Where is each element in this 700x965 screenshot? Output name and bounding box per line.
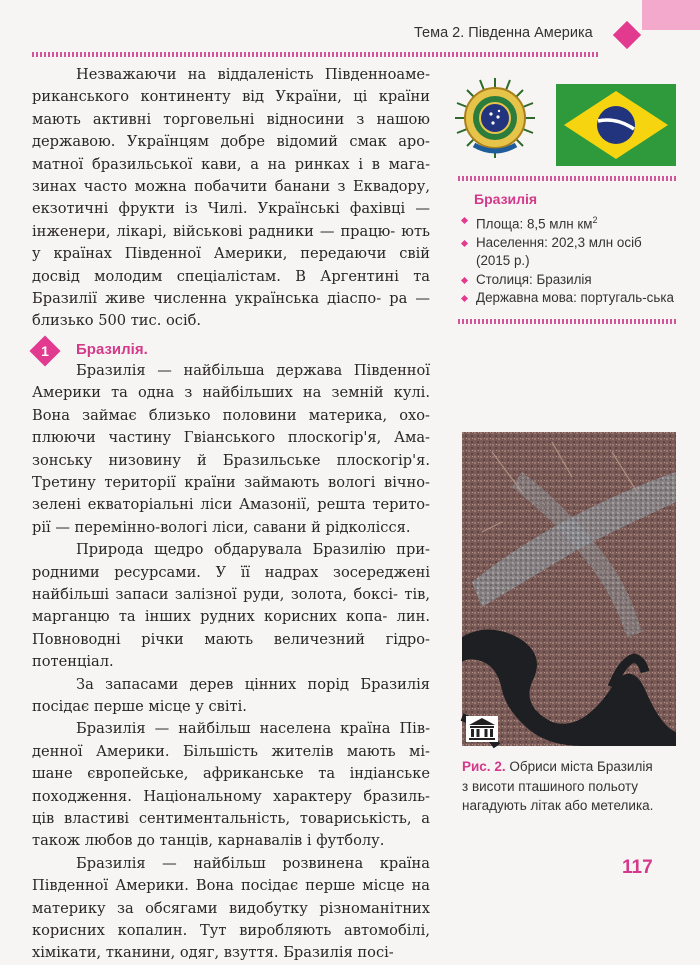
unesco-logo-icon	[466, 716, 498, 742]
info-title: Бразилія	[474, 191, 538, 207]
figure-label: Рис. 2.	[462, 759, 506, 774]
info-bottom-divider	[458, 319, 676, 324]
intro-paragraph: Незважаючи на віддаленість Південноаме- риканського континенту від України, ці країни мають активні торговельні відносини з нашою державою. Українцям добре відомий смак аро- матної бразильської кави, а на ринках і в мага- зинах часто можна побачити банани з Еквадору, екзотичні фрукти із Чилі. Українські фахівці — інженери, лікарі, військові радники — працю- ють у країнах Південної Америки, передаючи свій досвід молодим спеціалістам. В Аргентині та Бразилії живе численна українська діаспо- ра — близько 500 тис. осіб.	[32, 66, 431, 330]
header-title: Тема 2. Південна Америка	[414, 25, 593, 41]
figure-caption-text: Обриси міста Бразилія з висоти пташиного польоту нагадують літак або метелика.	[462, 759, 654, 814]
info-capital: Столиця: Бразилія	[474, 271, 676, 290]
page-number: 117	[622, 857, 653, 878]
paragraph-resources: Природа щедро обдарувала Бразилію при- родними ресурсами. У її надрах зосереджені найбільші запаси залізної руди, золота, боксі- тів, марганцю та інших рудних корисних копа- лин. Повноводні річки мають величезний гідро- потенціал.	[32, 541, 431, 671]
header-diamond-icon	[613, 21, 641, 49]
paragraph-population: Бразилія — найбільш населена країна Пів- денної Америки. Більшість жителів мають мі- шане європейське, африканське та індіанське походження. Національному характеру бразиль- ців властиві сентиментальність, товариськість, а також любов до танців, карнавалів і футболу.	[32, 720, 430, 850]
info-area: Площа: 8,5 млн $км^2$	[474, 211, 676, 234]
corner-tab	[642, 0, 700, 30]
info-list	[474, 211, 676, 308]
aerial-photo-brasilia	[462, 432, 676, 746]
section-heading	[32, 339, 430, 361]
flag-brazil-icon	[556, 84, 676, 166]
info-language: Державна мова: португаль-ська	[474, 289, 676, 308]
section-title: Бразилія.	[76, 340, 148, 358]
paragraph-territory: Бразилія — найбільша держава Південної Америки та одна з найбільших на земній кулі. Вона займає близько половини материка, охо- плюючи частину Гвіанського плоскогір'я, Ама- зонську низовину й Бразильське плоскогір'я. Третину території країни займають вологі вічно- зелені екваторіальні ліси Амазонії, решта терито- рії — перемінно-вологі ліси, савани й рідколісся.	[32, 361, 430, 536]
country-info-box	[458, 176, 676, 324]
main-text-column	[32, 64, 430, 965]
header-divider	[32, 52, 598, 57]
paragraph-timber: За запасами дерев цінних порід Бразилія посідає перше місце у світі.	[32, 675, 430, 715]
info-top-divider	[458, 176, 676, 181]
figure-caption	[462, 757, 662, 816]
section-number: 1	[41, 342, 49, 359]
info-population: Населення: 202,3 млн осіб (2015 р.)	[474, 234, 676, 271]
paragraph-economy: Бразилія — найбільш розвинена країна Південної Америки. Вона посідає перше місце на материку за обсягами видобутку різноманітних корисних копалин. Тут виробляють автомобілі, хімікати, тканини, одяг, взуття. Бразилія посі-	[32, 854, 430, 962]
coat-of-arms-icon	[452, 75, 538, 161]
